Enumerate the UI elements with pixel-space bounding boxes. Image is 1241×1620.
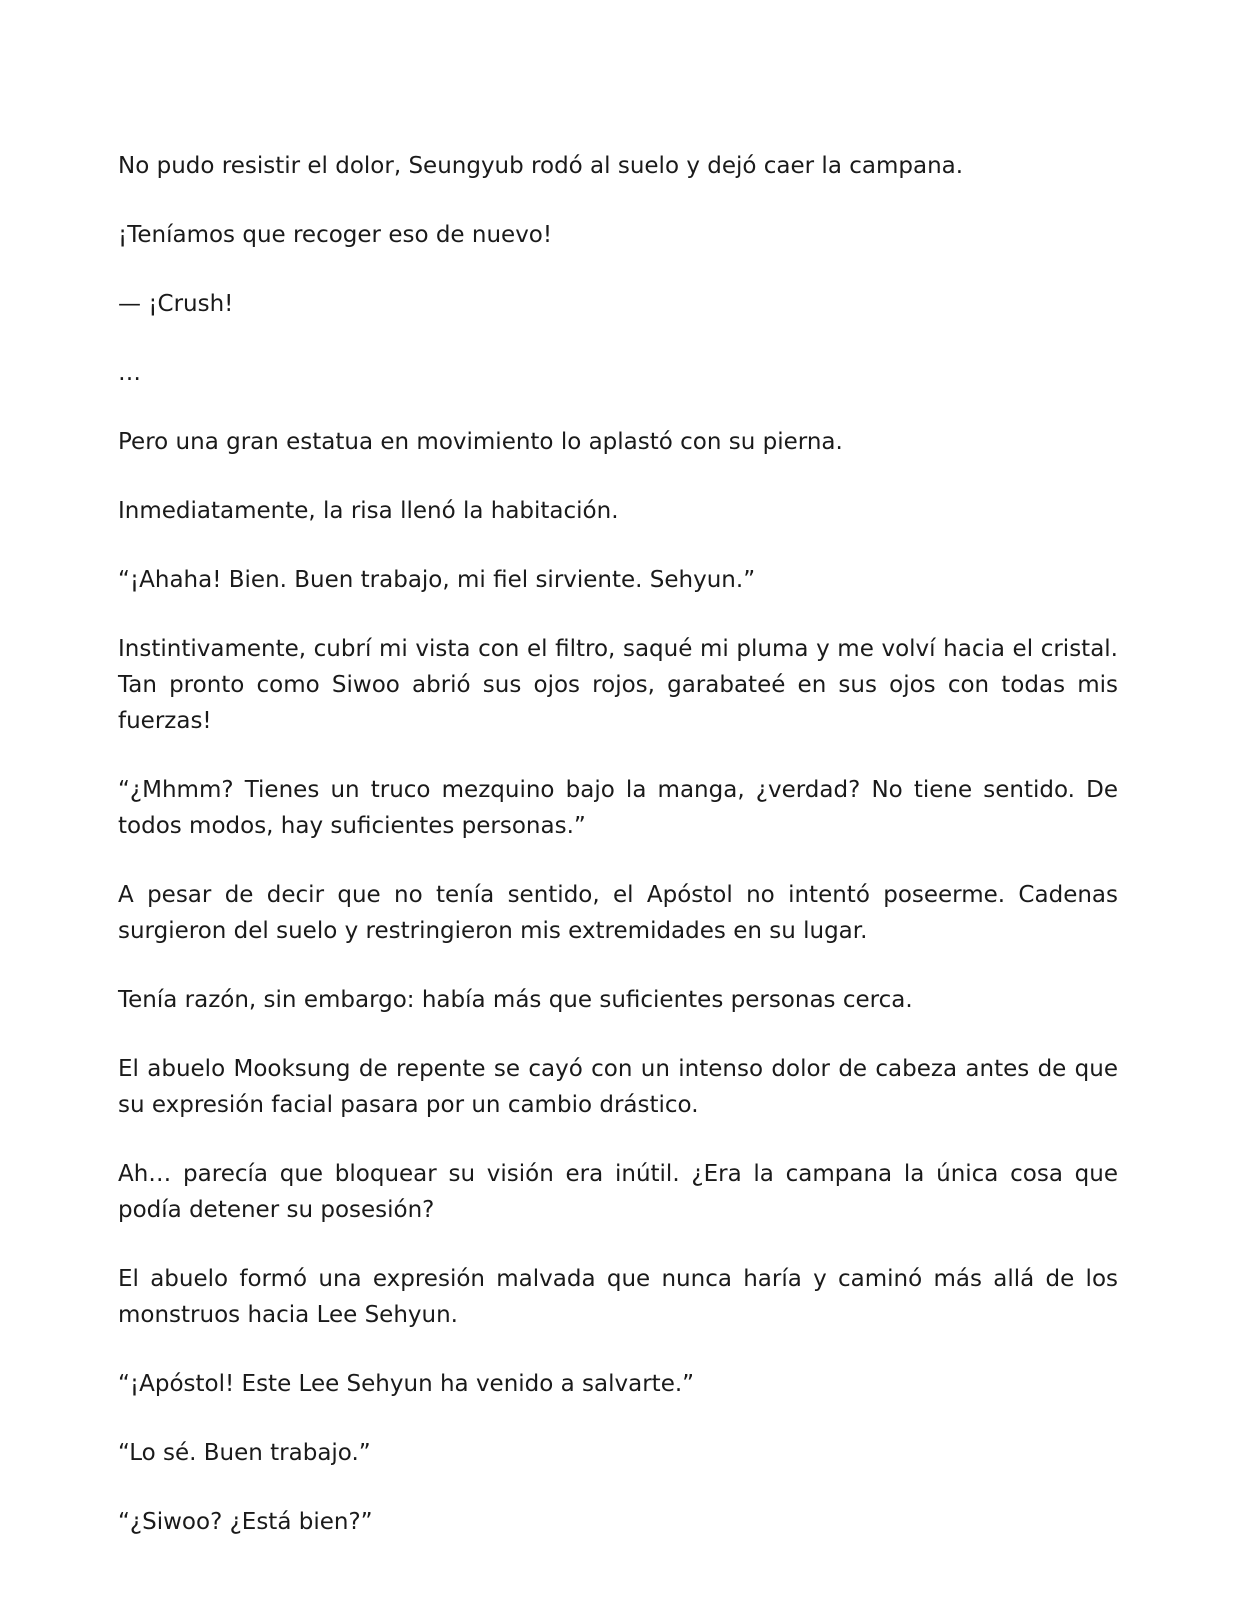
paragraph: …	[118, 360, 141, 386]
paragraph: “¿Mhmm? Tienes un truco mezquino bajo la manga, ¿verdad? No tiene sentido. De todos modos, hay suficientes personas.”	[118, 777, 1118, 839]
document-body	[118, 148, 1118, 1573]
paragraph: Instintivamente, cubrí mi vista con el filtro, saqué mi pluma y me volví hacia el cristal. Tan pronto como Siwoo abrió sus ojos rojos, garabateé en sus ojos con todas mis fuerzas!	[118, 636, 1118, 734]
paragraph: Tenía razón, sin embargo: había más que suficientes personas cerca.	[118, 987, 913, 1013]
paragraph: “¿Siwoo? ¿Está bien?”	[118, 1509, 373, 1535]
paragraph: “Lo sé. Buen trabajo.”	[118, 1440, 371, 1466]
paragraph: Inmediatamente, la risa llenó la habitación.	[118, 498, 619, 524]
paragraph: Pero una gran estatua en movimiento lo aplastó con su pierna.	[118, 429, 843, 455]
paragraph: “¡Ahaha! Bien. Buen trabajo, mi fiel sirviente. Sehyun.”	[118, 567, 756, 593]
paragraph: “¡Apóstol! Este Lee Sehyun ha venido a salvarte.”	[118, 1371, 695, 1397]
paragraph: El abuelo formó una expresión malvada que nunca haría y caminó más allá de los monstruos hacia Lee Sehyun.	[118, 1266, 1118, 1328]
paragraph: Ah… parecía que bloquear su visión era inútil. ¿Era la campana la única cosa que podía detener su posesión?	[118, 1161, 1118, 1223]
paragraph: ¡Teníamos que recoger eso de nuevo!	[118, 222, 553, 248]
paragraph: El abuelo Mooksung de repente se cayó con un intenso dolor de cabeza antes de que su expresión facial pasara por un cambio drástico.	[118, 1056, 1118, 1118]
paragraph: No pudo resistir el dolor, Seungyub rodó al suelo y dejó caer la campana.	[118, 153, 964, 179]
paragraph: A pesar de decir que no tenía sentido, el Apóstol no intentó poseerme. Cadenas surgieron del suelo y restringieron mis extremidades en su lugar.	[118, 882, 1118, 944]
paragraph: — ¡Crush!	[118, 291, 234, 317]
